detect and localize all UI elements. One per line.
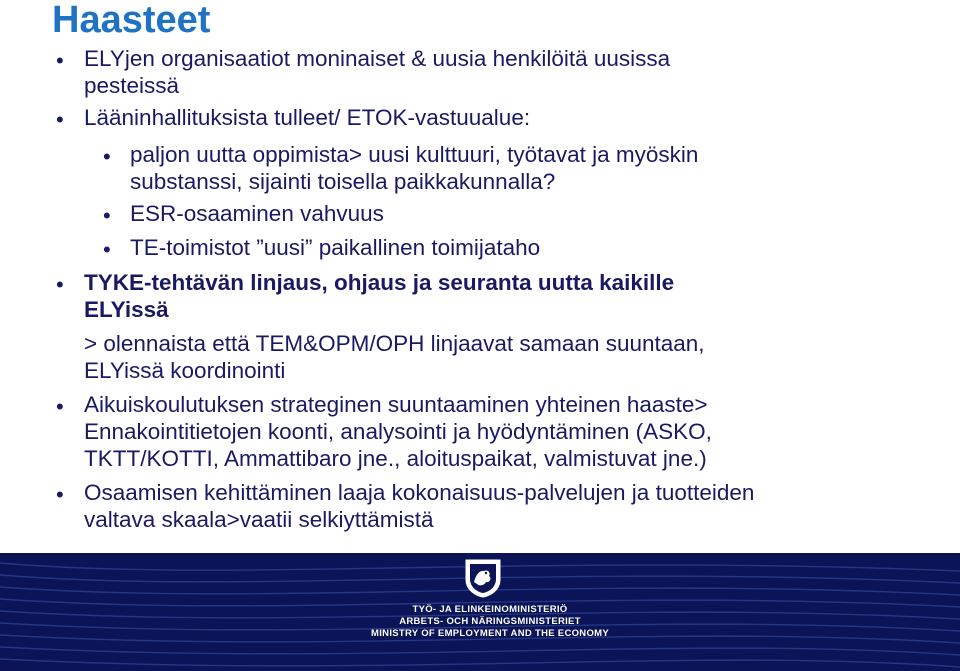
coat-of-arms-lion-icon — [462, 558, 504, 598]
sub-bullet-text: substanssi, sijainti toisella paikkakunnalla? — [130, 169, 556, 194]
sub-bullet-text: TE-toimistot ”uusi” paikallinen toimijataho — [130, 235, 541, 260]
sub-bullet-text: ESR-osaaminen vahvuus — [130, 201, 384, 226]
bullet-text: TYKE-tehtävän linjaus, ohjaus ja seuranta uutta kaikille — [84, 270, 675, 295]
bullet-text: ELYissä — [84, 297, 169, 322]
sub-bullet-text: paljon uutta oppimista> uusi kulttuuri, työtavat ja myöskin — [130, 142, 699, 167]
ministry-name-sv: ARBETS- OCH NÄRINGSMINISTERIET — [399, 616, 581, 627]
bullet-text: valtava skaala>vaatii selkiyttämistä — [84, 507, 434, 532]
bullet-text: Osaamisen kehittäminen laaja kokonaisuus-palvelujen ja tuotteiden — [84, 480, 755, 505]
paragraph-text: > olennaista että TEM&OPM/OPH linjaavat samaan suuntaan, — [84, 331, 705, 356]
bullet-text: pesteissä — [84, 73, 180, 98]
paragraph-text: ELYissä koordinointi — [84, 358, 286, 383]
ministry-name-fi: TYÖ- JA ELINKEINOMINISTERIÖ — [412, 604, 568, 615]
ministry-name-en: MINISTRY OF EMPLOYMENT AND THE ECONOMY — [371, 628, 609, 639]
slide-title: Haasteet — [52, 0, 211, 41]
bullet-text: Aikuiskoulutuksen strateginen suuntaaminen yhteinen haaste> — [84, 392, 708, 417]
bullet-text: ELYjen organisaatiot moninaiset & uusia henkilöitä uusissa — [84, 46, 671, 71]
bullet-text: Lääninhallituksista tulleet/ ETOK-vastuualue: — [84, 105, 531, 130]
bullet-text: Ennakointitietojen koonti, analysointi ja hyödyntäminen (ASKO, — [84, 419, 712, 444]
bullet-text: TKTT/KOTTI, Ammattibaro jne., aloituspaikat, valmistuvat jne.) — [84, 446, 707, 471]
